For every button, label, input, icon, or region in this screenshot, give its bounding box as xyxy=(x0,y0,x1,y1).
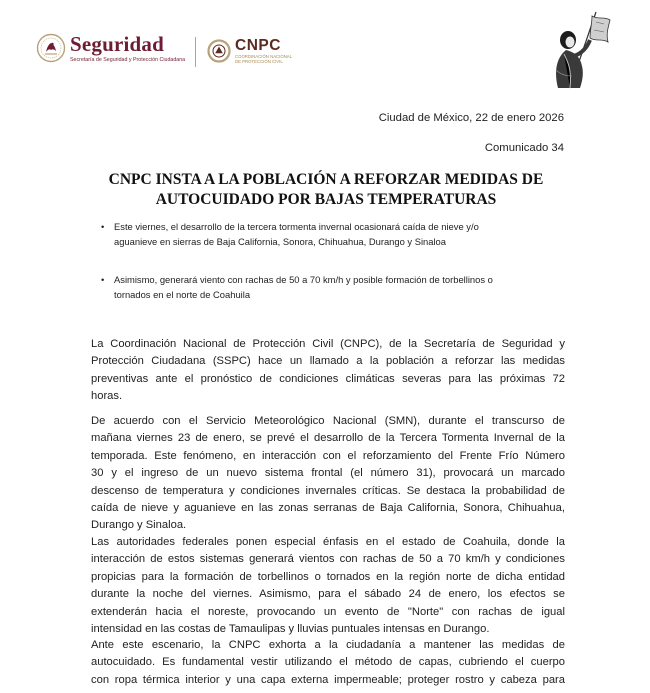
paragraph-line: mañana viernes 23 de enero, se prevé el desarrollo de la Tercera Tormenta Invernal de la xyxy=(91,432,565,445)
seguridad-subtitle: Secretaría de Seguridad y Protección Ciudadana xyxy=(70,57,186,63)
paragraph-line: descenso de temperatura y condiciones invernales críticas. Se destaca la probabilidad de xyxy=(91,484,565,497)
seguridad-title: Seguridad xyxy=(70,32,164,56)
bullet-line: Asimismo, generará viento con rachas de 50 a 70 km/h y posible formación de torbellinos o xyxy=(114,274,493,285)
communique-number: Comunicado 34 xyxy=(484,142,564,154)
bullet-line: tornados en el norte de Coahuila xyxy=(114,289,251,300)
heading-line: CNPC INSTA A LA POBLACIÓN A REFORZAR MEDIDAS DE xyxy=(108,171,544,188)
paragraph-line: extenderán hacia el noreste, provocando un evento de "Norte" con rachas de igual xyxy=(91,605,565,618)
paragraph-line: propicias para la formación de torbellinos o tornados en la región norte de dicha entidad xyxy=(91,570,565,583)
cnpc-subtitle-line-1: COORDINACIÓN NACIONAL xyxy=(235,54,293,59)
paragraph-line: Protección Ciudadana (SSPC) hace un llamado a la población a reforzar las medidas xyxy=(91,355,565,368)
bullet-item xyxy=(101,272,566,302)
paragraph-line: De acuerdo con el Servicio Meteorológico Nacional (SMN), durante el transcurso de xyxy=(91,415,565,427)
bullet-dot-icon: • xyxy=(101,221,105,232)
paragraph-line: horas. xyxy=(91,390,123,403)
paragraph-line: temporada. Este fenómeno, en interacción con el reforzamiento del Frente Frío Número xyxy=(91,449,565,462)
body-paragraph xyxy=(91,336,565,406)
bullet-line: aguanieve en sierras de Baja California, Sonora, Chihuahua, Durango y Sinaloa xyxy=(114,236,446,247)
paragraph-line: autocuidado. Es fundamental vestir utilizando el método de capas, cubriendo el cuerpo xyxy=(91,656,565,669)
cnpc-logo xyxy=(207,37,292,64)
seguridad-logo xyxy=(36,33,185,63)
paragraph-line: La Coordinación Nacional de Protección Civil (CNPC), de la Secretaría de Seguridad y xyxy=(91,338,565,350)
body-paragraph xyxy=(91,534,565,638)
cnpc-title: CNPC xyxy=(235,37,281,54)
bullet-item xyxy=(101,219,566,249)
mexico-emblem-icon xyxy=(36,33,66,63)
document-date: Ciudad de México, 22 de enero 2026 xyxy=(378,112,564,124)
paragraph-line: durante la noche del viernes. Asimismo, para el sábado 24 de enero, los efectos se xyxy=(91,588,565,601)
bullet-dot-icon: • xyxy=(101,274,105,285)
paragraph-line: con ropa térmica interior y una capa externa impermeable; proteger rostro y cabeza para xyxy=(91,673,565,686)
body-paragraph xyxy=(91,637,565,689)
bullet-line: Este viernes, el desarrollo de la tercera tormenta invernal ocasionará caída de nieve y/o xyxy=(114,221,479,232)
paragraph-line: caída de nieve y aguanieve en las zonas serranas de Baja California, Sonora, Chihuahua, xyxy=(91,502,565,515)
paragraph-line: Las autoridades federales ponen especial énfasis en el estado de Coahuila, donde la xyxy=(91,536,565,548)
paragraph-line: preventivas ante el pronóstico de condiciones climáticas severas para las próximas 72 xyxy=(91,372,565,385)
heroine-flag-illustration-icon xyxy=(546,10,616,90)
paragraph-line: Durango y Sinaloa. xyxy=(91,519,187,532)
heading-line: AUTOCUIDADO POR BAJAS TEMPERATURAS xyxy=(155,191,497,208)
paragraph-line: intensidad en las costas de Tamaulipas y lluvias puntuales intensas en Durango. xyxy=(91,623,490,636)
paragraph-line: interacción de estos sistemas generará vientos con rachas de 50 a 70 km/h y condiciones xyxy=(91,553,565,566)
cnpc-seal-icon xyxy=(207,39,231,63)
body-paragraph xyxy=(91,413,565,535)
paragraph-line: 30 y el ingreso de un nuevo sistema frontal (el número 31), provocará un marcado xyxy=(91,467,565,480)
cnpc-subtitle-line-2: DE PROTECCIÓN CIVIL xyxy=(235,59,283,64)
press-release-heading xyxy=(80,170,572,210)
header-divider xyxy=(195,37,196,67)
paragraph-line: Ante este escenario, la CNPC exhorta a la ciudadanía a mantener las medidas de xyxy=(91,639,565,651)
